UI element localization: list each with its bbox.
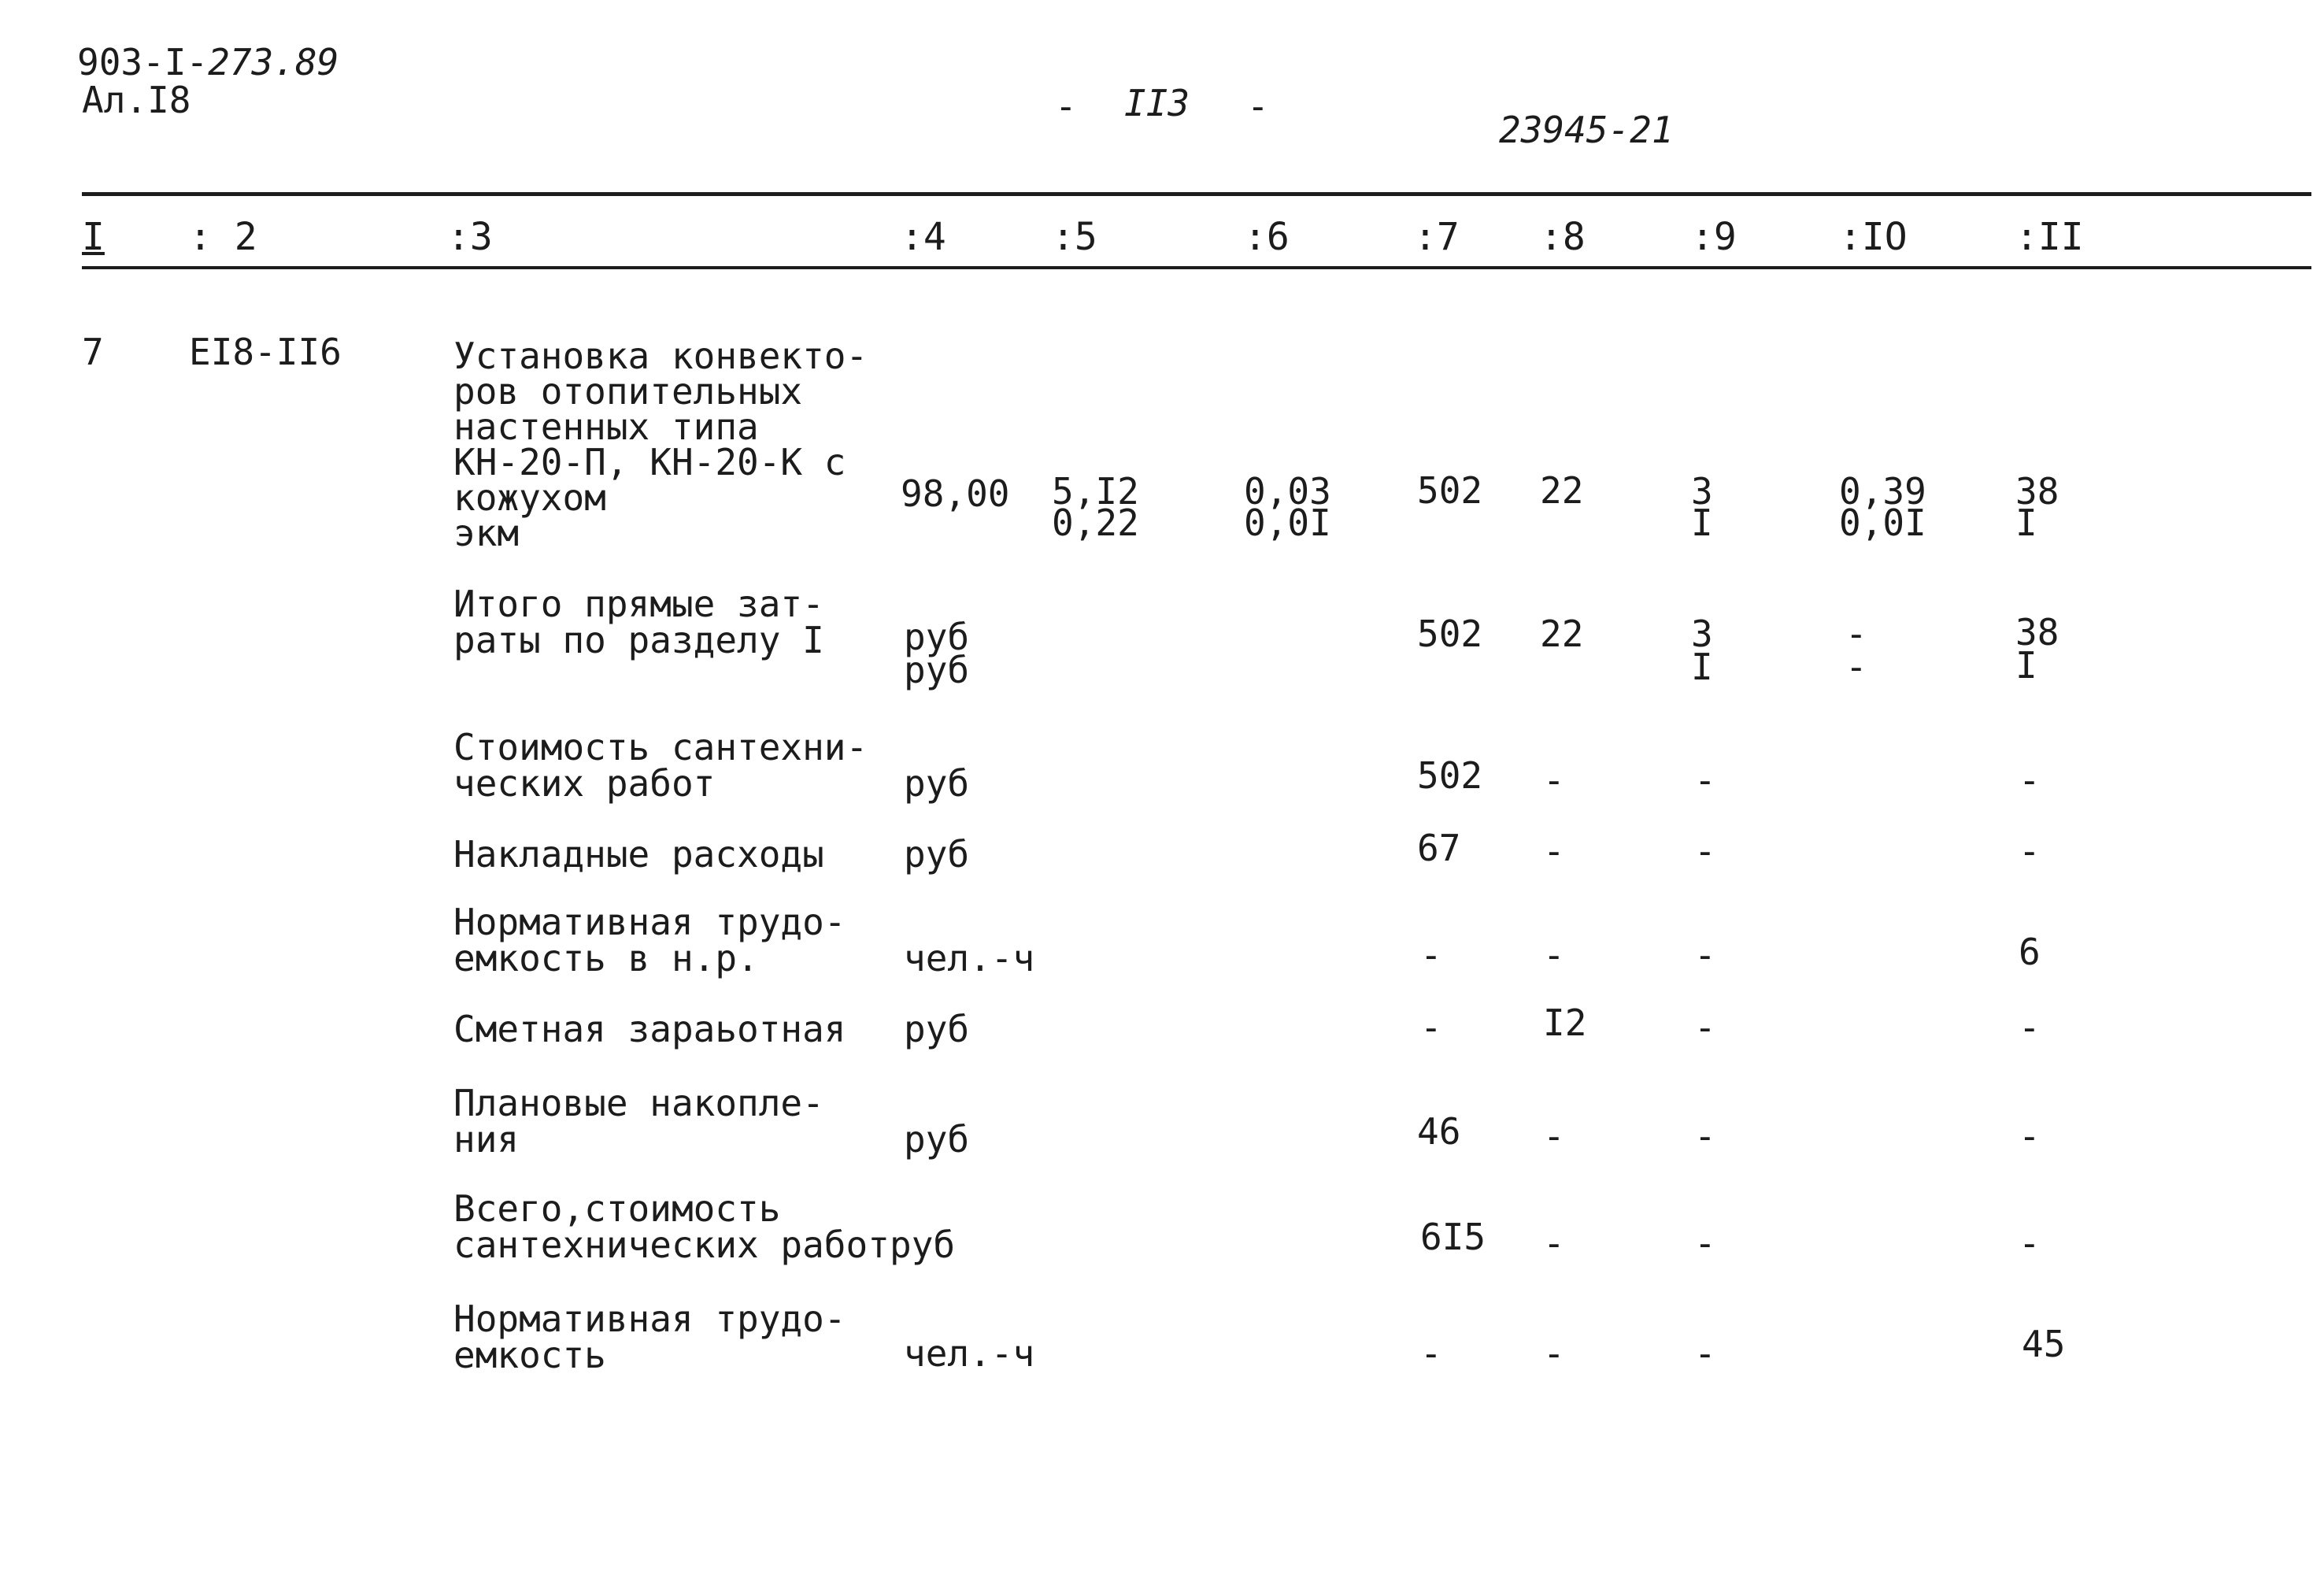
- row-7-unit: руб: [890, 1224, 956, 1266]
- row-6-c7: 46: [1417, 1110, 1461, 1153]
- row-5-unit: руб: [904, 1008, 970, 1050]
- row-3-unit: руб: [904, 833, 970, 876]
- item-description: Установка конвекто- ров отопительных настенных типа КН-20-П, КН-20-К с кожухом экм: [453, 335, 868, 554]
- page-dash-left: -: [1055, 85, 1077, 128]
- row-5-c9: -: [1694, 1006, 1716, 1049]
- row-6-c9: -: [1694, 1115, 1716, 1157]
- row-4-c9: -: [1694, 934, 1716, 976]
- row-8-c11: 45: [2022, 1323, 2066, 1365]
- row-2-unit: руб: [904, 762, 970, 805]
- row-1-c7: 502: [1417, 613, 1483, 655]
- row-8-unit: чел.-ч: [904, 1332, 1035, 1375]
- column-header-9: :9: [1691, 215, 1737, 259]
- row-1-c11: 38 I: [2015, 611, 2059, 687]
- row-3-c11: -: [2019, 830, 2041, 872]
- row-2-c8: -: [1543, 759, 1565, 802]
- item-c6: 0,03 0,0I: [1244, 470, 1331, 544]
- row-8-c7: -: [1420, 1332, 1442, 1375]
- item-c9: 3 I: [1691, 470, 1713, 544]
- item-c5: 5,I2 0,22: [1052, 470, 1139, 544]
- row-1-c10: - -: [1845, 613, 1867, 688]
- doc-code-handwritten: 273.89: [208, 41, 339, 83]
- row-5-c8: I2: [1543, 1002, 1587, 1044]
- column-header-8: :8: [1540, 215, 1586, 259]
- row-3-c9: -: [1694, 830, 1716, 872]
- row-2-c9: -: [1694, 759, 1716, 802]
- row-1-c9: 3 I: [1691, 613, 1713, 688]
- column-header-3: :3: [447, 215, 493, 259]
- row-8-description: Нормативная трудо- емкость: [453, 1298, 846, 1376]
- row-4-c7: -: [1420, 934, 1442, 976]
- header-top-rule: [82, 192, 2311, 196]
- row-5-c7: -: [1420, 1006, 1442, 1049]
- page-number: II3: [1124, 82, 1190, 124]
- column-header-2: : 2: [189, 215, 257, 259]
- row-3-c7: 67: [1417, 827, 1461, 869]
- row-4-description: Нормативная трудо- емкость в н.р.: [453, 901, 846, 979]
- row-6-c8: -: [1543, 1115, 1565, 1157]
- row-4-c8: -: [1543, 934, 1565, 976]
- row-3-description: Накладные расходы: [453, 833, 824, 876]
- row-7-c11: -: [2019, 1222, 2041, 1264]
- item-c4: 98,00: [901, 472, 1010, 515]
- row-8-c8: -: [1543, 1332, 1565, 1375]
- row-2-c11: -: [2019, 759, 2041, 802]
- row-7-c7: 6I5: [1420, 1216, 1486, 1258]
- column-header-11: :II: [2015, 215, 2084, 259]
- item-number: 7: [82, 331, 104, 373]
- column-header-7: :7: [1414, 215, 1460, 259]
- row-4-unit: чел.-ч: [904, 937, 1035, 979]
- doc-code: [77, 41, 339, 83]
- row-7-c8: -: [1543, 1222, 1565, 1264]
- row-2-c7: 502: [1417, 754, 1483, 797]
- column-header-1-label: I: [82, 215, 105, 259]
- row-8-c9: -: [1694, 1332, 1716, 1375]
- item-c7: 502: [1417, 469, 1483, 512]
- item-c10: 0,39 0,0I: [1839, 470, 1926, 544]
- column-header-1: [82, 217, 105, 257]
- album-number: Ал.I8: [82, 79, 191, 121]
- row-7-c9: -: [1694, 1222, 1716, 1264]
- row-6-description: Плановые накопле- ния: [453, 1082, 824, 1161]
- item-c8: 22: [1540, 469, 1584, 512]
- column-header-5: :5: [1052, 215, 1097, 259]
- row-1-c8: 22: [1540, 613, 1584, 655]
- row-2-description: Стоимость сантехни- ческих работ: [453, 726, 868, 805]
- column-header-6: :6: [1244, 215, 1290, 259]
- row-4-c11: 6: [2019, 931, 2041, 973]
- header-bottom-rule: [82, 266, 2311, 269]
- column-header-10: :IO: [1839, 215, 1908, 259]
- row-5-description: Сметная зараьотная: [453, 1008, 846, 1050]
- item-code: EI8-II6: [189, 331, 342, 373]
- item-c11: 38 I: [2015, 470, 2059, 544]
- row-5-c11: -: [2019, 1006, 2041, 1049]
- doc-code-printed: 903-I-: [77, 41, 209, 83]
- row-6-c11: -: [2019, 1115, 2041, 1157]
- row-1-unit: руб руб: [904, 616, 970, 691]
- row-6-unit: руб: [904, 1118, 970, 1161]
- row-3-c8: -: [1543, 830, 1565, 872]
- row-1-description: Итого прямые зат- раты по разделу I: [453, 583, 824, 661]
- inventory-number: 23945-21: [1499, 109, 1674, 151]
- row-7-description: Всего,стоимость сантехнических работ: [453, 1187, 890, 1266]
- page-dash-right: -: [1247, 85, 1269, 128]
- column-header-4: :4: [901, 215, 946, 259]
